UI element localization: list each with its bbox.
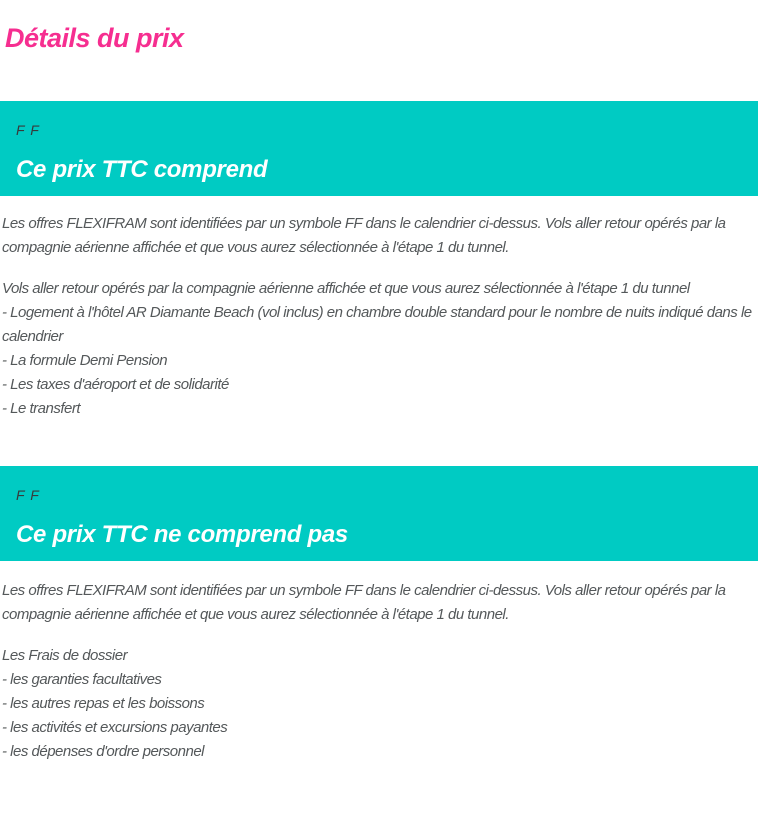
list-item: - les activités et excursions payantes (2, 719, 228, 736)
price-includes-heading: Ce prix TTC comprend (16, 156, 268, 183)
included-items-list (2, 277, 756, 421)
list-item: - les dépenses d'ordre personnel (2, 743, 204, 760)
list-item: - Le transfert (2, 400, 81, 417)
list-item: - Logement à l'hôtel AR Diamante Beach (vol inclus) en chambre double standard pour le nombre de nuits indiqué dans le calendrier (2, 304, 752, 345)
price-includes-banner (0, 101, 758, 196)
price-includes-section (0, 101, 758, 421)
section-intro: Les offres FLEXIFRAM sont identifiées par un symbole FF dans le calendrier ci-dessus. Vols aller retour opérés par la compagnie aérienne affichée et que vous aurez sélectionnée à l'étape 1 du tunnel. (2, 582, 726, 623)
list-item: Les Frais de dossier (2, 647, 128, 664)
ff-badge: F F (16, 122, 40, 138)
ff-badge: F F (16, 487, 40, 503)
page-title: Détails du prix (5, 23, 184, 53)
price-excludes-body (0, 579, 758, 764)
price-excludes-section (0, 466, 758, 764)
list-item: - Les taxes d'aéroport et de solidarité (2, 376, 229, 393)
list-item: - les autres repas et les boissons (2, 695, 205, 712)
excluded-items-list (2, 644, 756, 764)
price-excludes-heading: Ce prix TTC ne comprend pas (16, 521, 348, 548)
list-item: Vols aller retour opérés par la compagnie aérienne affichée et que vous aurez sélectionnée à l'étape 1 du tunnel (2, 280, 690, 297)
price-includes-body (0, 212, 758, 421)
price-excludes-banner (0, 466, 758, 561)
section-intro: Les offres FLEXIFRAM sont identifiées par un symbole FF dans le calendrier ci-dessus. Vols aller retour opérés par la compagnie aérienne affichée et que vous aurez sélectionnée à l'étape 1 du tunnel. (2, 215, 726, 256)
list-item: - La formule Demi Pension (2, 352, 168, 369)
list-item: - les garanties facultatives (2, 671, 162, 688)
